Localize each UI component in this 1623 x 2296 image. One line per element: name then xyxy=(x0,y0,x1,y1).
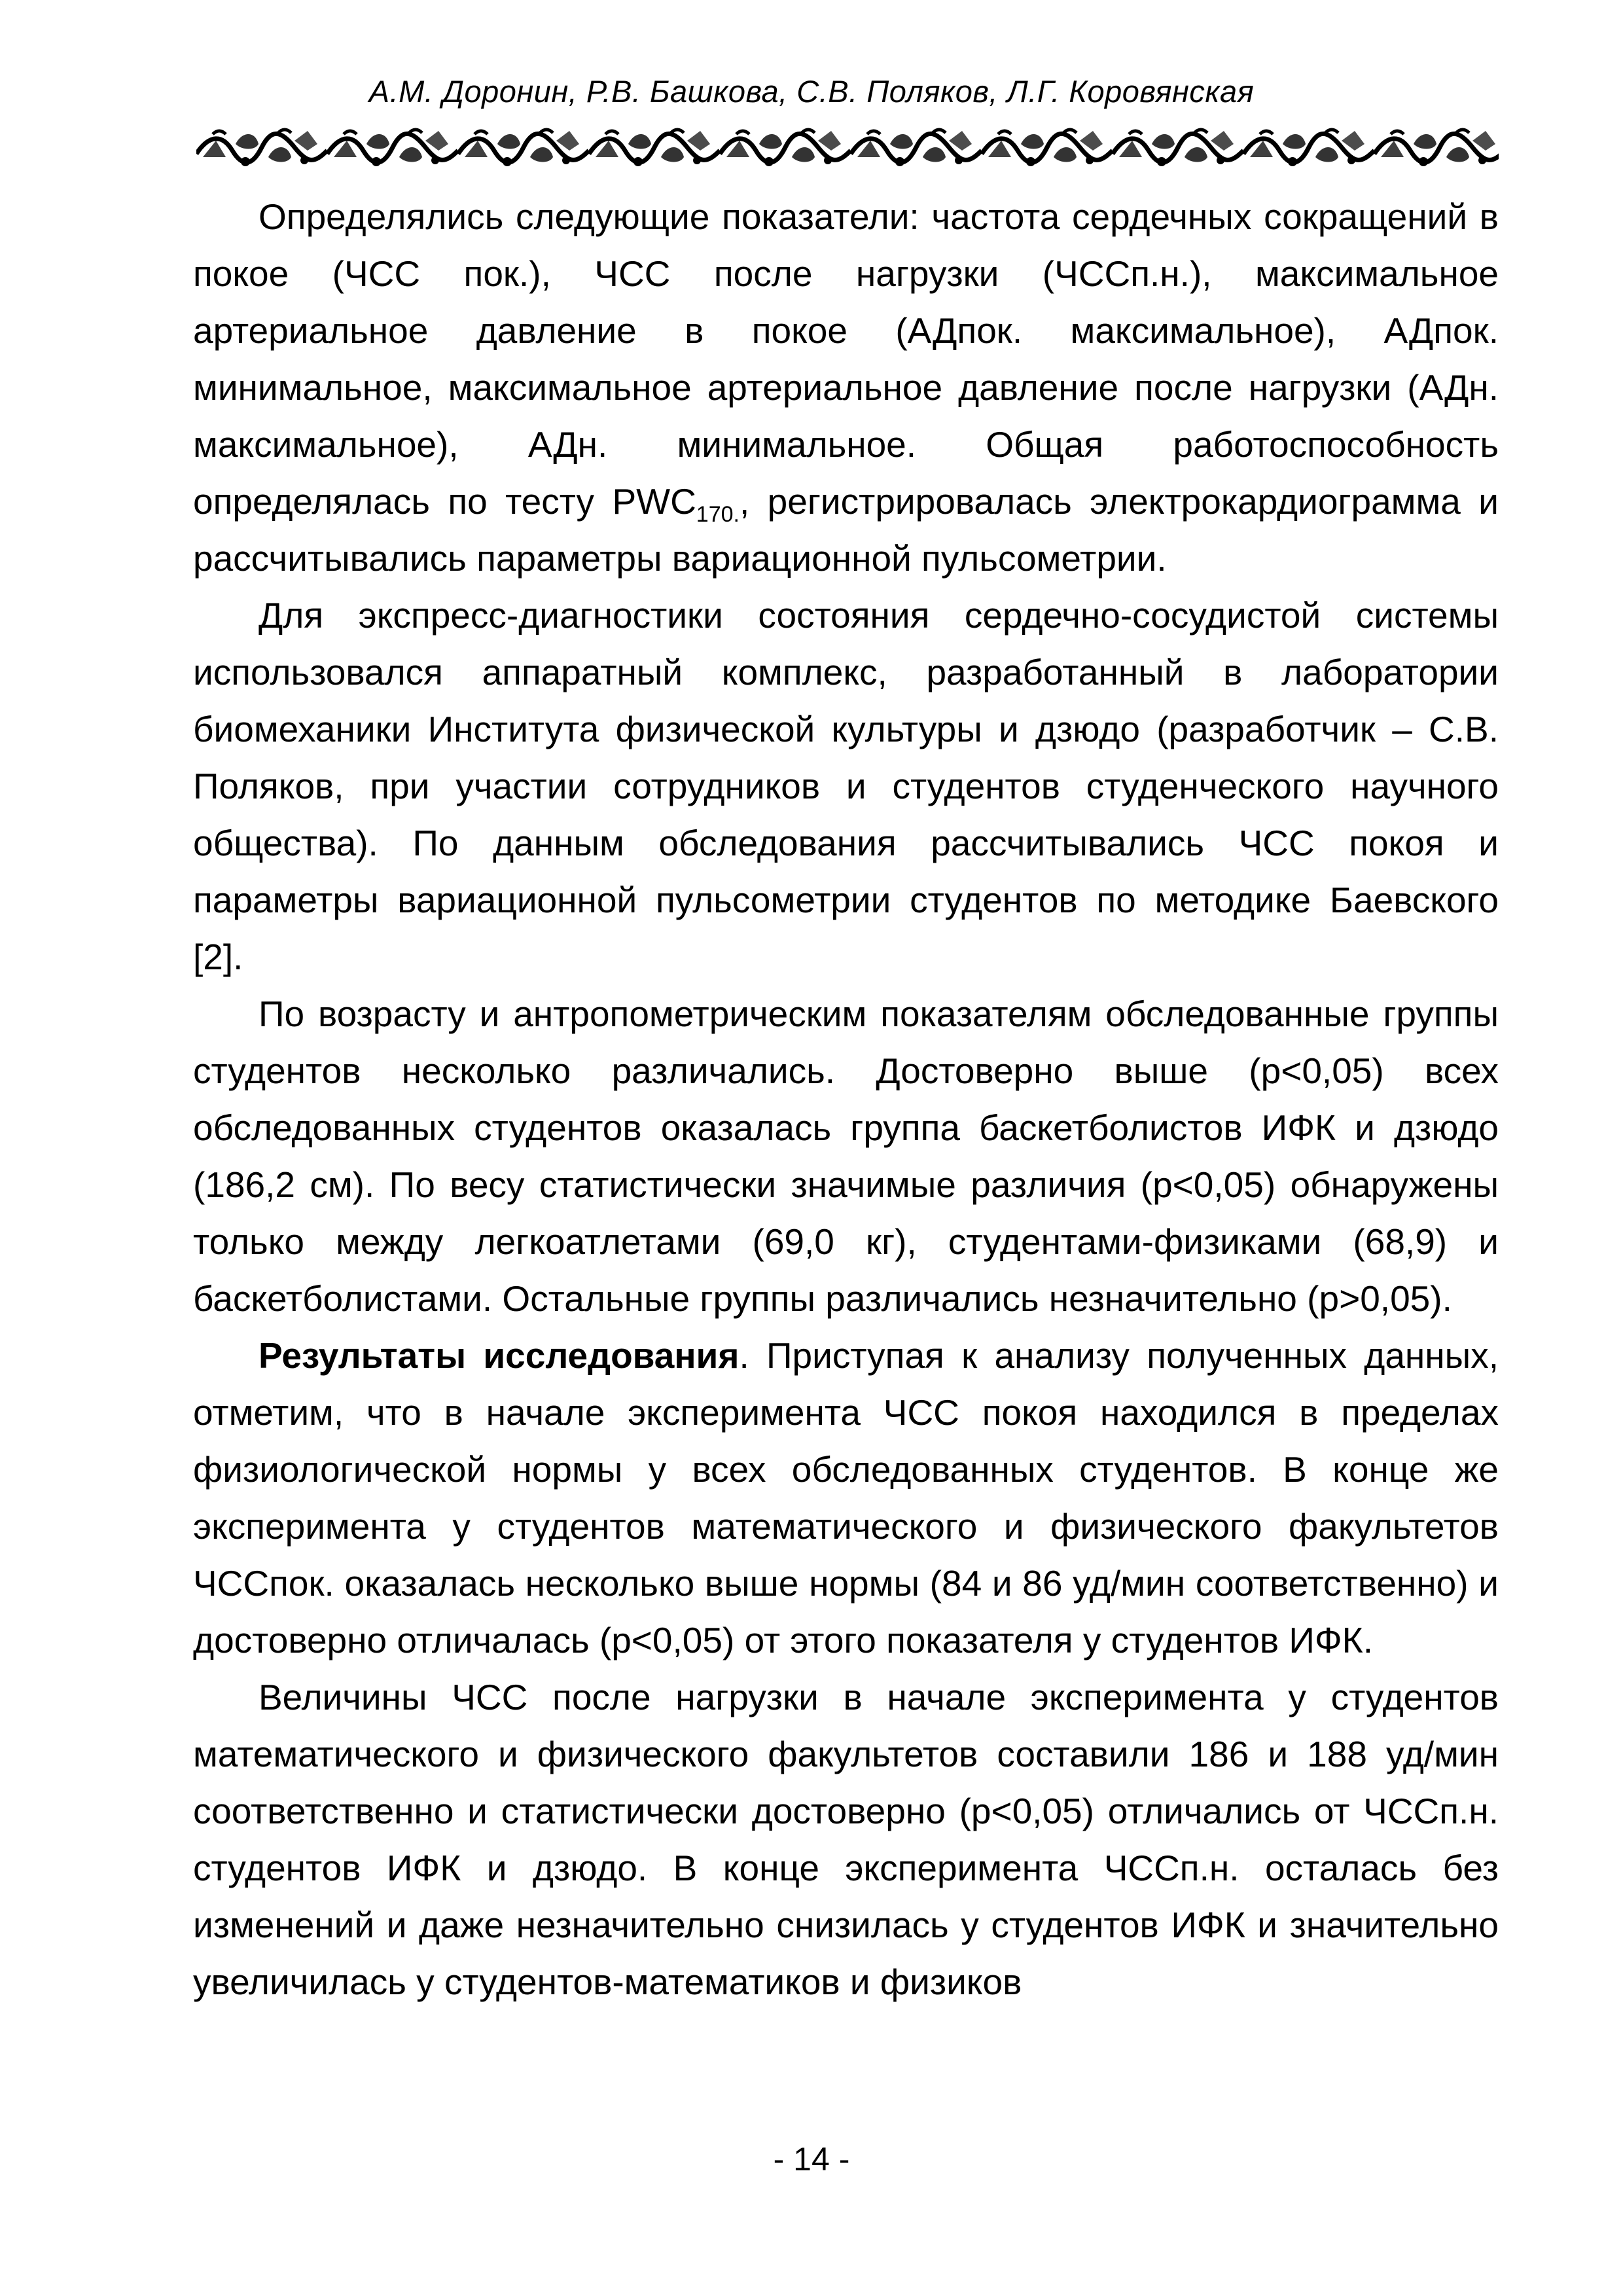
paragraph-2: Для экспресс-диагностики состояния сердечно-сосудистой системы использовался аппаратный комплекс, разработанный в лаборатории биомеханики Института физической культуры и дзюдо (разработчик – С.В. Поляков, при участии сотрудников и студентов студенческого научного общества). По данным обследования рассчитывались ЧСС покоя и параметры вариационной пульсометрии студентов по методике Баевского [2]. xyxy=(193,595,1499,977)
paragraph-4 xyxy=(193,1327,1499,1669)
paragraph-3: По возрасту и антропометрическим показателям обследованные группы студентов несколько различались. Достоверно выше (р<0,05) всех обследованных студентов оказалась группа баскетболистов ИФК и дзюдо (186,2 см). По весу статистически значимые различия (р<0,05) обнаружены только между легкоатлетами (69,0 кг), студентами-физиками (68,9) и баскетболистами. Остальные группы различались незначительно (р>0,05). xyxy=(193,994,1499,1319)
decorative-vine-border-icon xyxy=(196,121,1499,173)
running-header-authors: А.М. Доронин, Р.В. Башкова, С.В. Поляков, Л.Г. Коровянская xyxy=(368,74,1255,109)
paragraph-5: Величины ЧСС после нагрузки в начале эксперимента у студентов математического и физического факультетов составили 186 и 188 уд/мин соответственно и статистически достоверно (р<0,05) отличались от ЧССп.н. студентов ИФК и дзюдо. В конце эксперимента ЧССп.н. осталась без изменений и даже незначительно снизилась у студентов ИФК и значительно увеличилась у студентов-математиков и физиков xyxy=(193,1677,1499,2002)
pwc-subscript: 170. xyxy=(696,502,740,527)
page-number: - 14 - xyxy=(773,2141,850,2178)
results-heading: Результаты исследования xyxy=(259,1335,740,1376)
paragraph-4-text: . Приступая к анализу полученных данных, отметим, что в начале эксперимента ЧСС покоя находился в пределах физиологической нормы у всех обследованных студентов. В конце же эксперимента у студентов математического и физического факультетов ЧССпок. оказалась несколько выше нормы (84 и 86 уд/мин соответственно) и достоверно отличалась (р<0,05) от этого показателя у студентов ИФК. xyxy=(193,1335,1499,1660)
paragraph-1 xyxy=(193,188,1499,587)
body-text xyxy=(193,188,1499,2011)
paragraph-1-text-b: , регистрировалась электрокардиограмма и рассчитывались параметры вариационной пульсометрии. xyxy=(193,481,1499,579)
paragraph-1-text-a: Определялись следующие показатели: частота сердечных сокращений в покое (ЧСС пок.), ЧСС после нагрузки (ЧССп.н.), максимальное артериальное давление в покое (АДпок. максимальное), АДпок. минимальное, максимальное артериальное давление после нагрузки (АДн. максимальное), АДн. минимальное. Общая работоспособность определялась по тесту PWC xyxy=(193,196,1499,522)
